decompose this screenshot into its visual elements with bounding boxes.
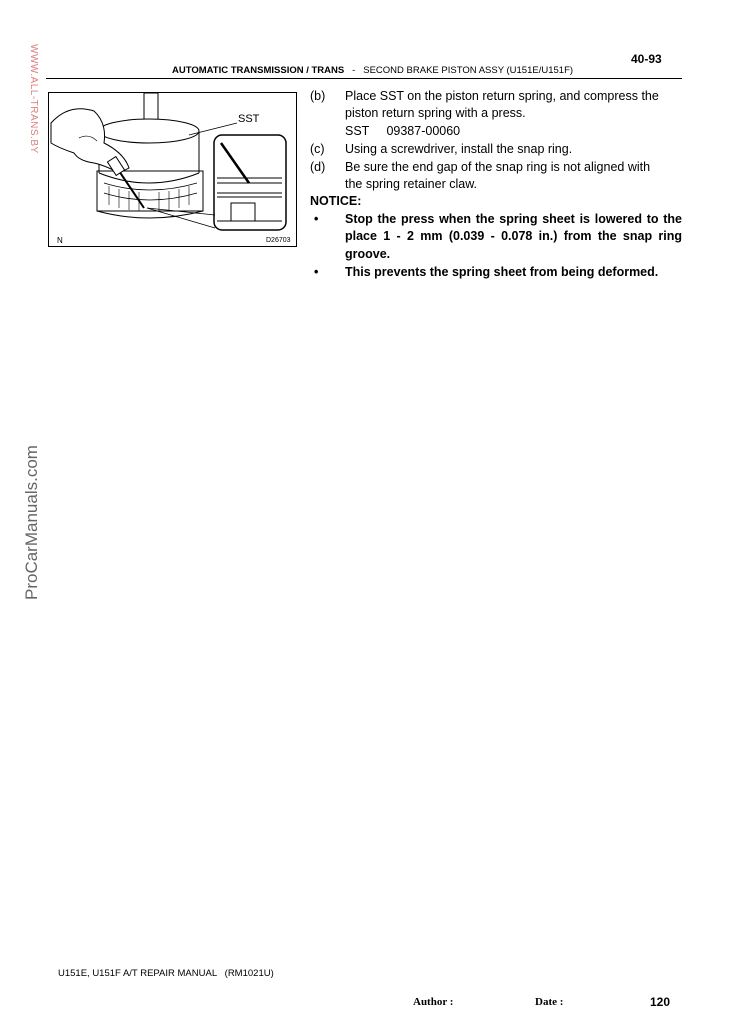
footer-date-label: Date : xyxy=(535,996,564,1008)
figure-code: D26703 xyxy=(266,237,291,244)
step-line: piston return spring with a press. xyxy=(345,106,526,121)
step-b xyxy=(310,88,682,141)
step-tag: (d) xyxy=(310,159,326,174)
step-line: SST 09387-00060 xyxy=(345,123,461,138)
step-line: Place SST on the piston return spring, and compress the xyxy=(345,89,659,103)
notice-bullet xyxy=(310,264,682,281)
step-d xyxy=(310,159,682,194)
header-subsection: SECOND BRAKE PISTON ASSY (U151E/U151F) xyxy=(363,65,574,76)
step-c xyxy=(310,141,682,159)
header-rule xyxy=(46,78,682,79)
figure-corner-mark: N xyxy=(57,236,63,245)
bullet-icon: • xyxy=(314,212,319,226)
step-line: Using a screwdriver, install the snap ring. xyxy=(345,142,573,156)
step-tag: (b) xyxy=(310,89,326,103)
notice-bullet-text: Stop the press when the spring sheet is lowered to the place 1 - 2 mm (0.039 - 0.078 in.) from the snap ring groove. xyxy=(345,212,682,261)
step-line: the spring retainer claw. xyxy=(345,176,478,191)
watermark-procarmanuals: ProCarManuals.com xyxy=(22,445,41,600)
footer-manual-title: U151E, U151F A/T REPAIR MANUAL (RM1021U) xyxy=(58,968,274,979)
watermark-all-trans: WWW.ALL-TRANS.BY xyxy=(28,44,39,154)
procedure-steps xyxy=(310,88,682,194)
header-section: AUTOMATIC TRANSMISSION / TRANS xyxy=(172,65,345,76)
footer-page-number: 120 xyxy=(650,995,671,1009)
illustration-frame xyxy=(48,92,297,247)
figure-callout-sst: SST xyxy=(238,113,260,125)
step-tag: (c) xyxy=(310,142,325,156)
step-line: Be sure the end gap of the snap ring is not aligned with xyxy=(345,159,651,174)
footer-author-label: Author : xyxy=(413,996,454,1008)
notice-bullet-text: This prevents the spring sheet from being deformed. xyxy=(345,265,659,279)
notice-title: NOTICE: xyxy=(310,194,362,208)
running-header xyxy=(172,65,573,76)
page-number: 40-93 xyxy=(631,52,662,66)
header-separator: - xyxy=(352,65,356,76)
notice-bullet xyxy=(310,211,682,263)
bullet-icon: • xyxy=(314,265,319,279)
